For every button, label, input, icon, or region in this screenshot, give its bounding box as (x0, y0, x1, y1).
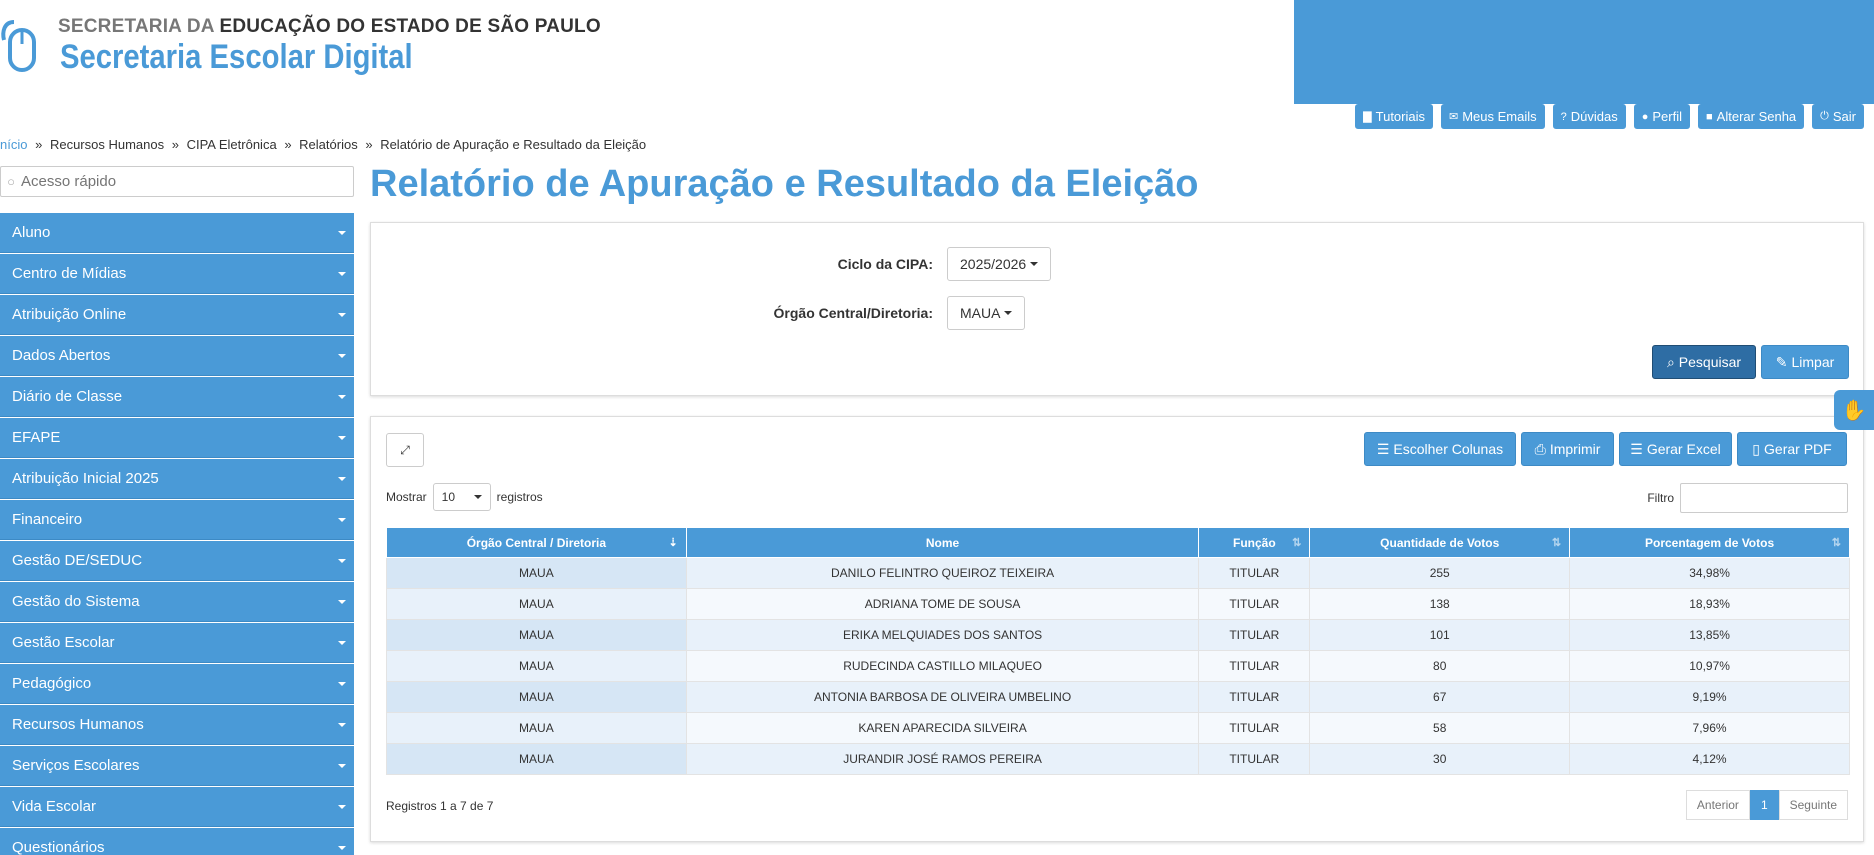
page-title: Relatório de Apuração e Resultado da Eleição (370, 163, 1199, 205)
lock-icon: ■ (1706, 110, 1713, 123)
cell-funcao: TITULAR (1199, 713, 1310, 744)
sidebar-item-pedagogico[interactable]: Pedagógico (0, 664, 354, 704)
cell-funcao: TITULAR (1199, 558, 1310, 589)
chevron-down-icon (338, 641, 346, 645)
file-icon: ▯ (1752, 440, 1761, 457)
chevron-down-icon (338, 272, 346, 276)
caret-down-icon (1030, 262, 1038, 266)
chevron-down-icon (338, 846, 346, 850)
tutoriais-button[interactable]: ▇ Tutoriais (1355, 104, 1433, 129)
cell-porcentagem: 13,85% (1570, 620, 1850, 651)
chevron-down-icon (338, 682, 346, 686)
envelope-icon: ✉ (1449, 111, 1459, 123)
cell-funcao: TITULAR (1199, 620, 1310, 651)
escolher-colunas-button[interactable]: ☰ Escolher Colunas (1364, 432, 1516, 466)
table-row (387, 744, 1850, 775)
cell-funcao: TITULAR (1199, 744, 1310, 775)
table-row (387, 682, 1850, 713)
cell-orgao: MAUA (387, 558, 687, 589)
breadcrumb-separator: » (365, 137, 373, 152)
breadcrumb-inicio[interactable]: nício (0, 137, 28, 152)
chevron-down-icon (338, 477, 346, 481)
breadcrumb-separator: » (35, 137, 43, 152)
results-panel (370, 416, 1864, 842)
chevron-down-icon (338, 436, 346, 440)
cell-porcentagem: 34,98% (1570, 558, 1850, 589)
logo-line1: SECRETARIA DA EDUCAÇÃO DO ESTADO DE SÃO PAULO (58, 16, 601, 37)
table-row (387, 558, 1850, 589)
cell-nome: RUDECINDA CASTILLO MILAQUEO (686, 651, 1199, 682)
gerar-excel-button[interactable]: ☰ Gerar Excel (1619, 432, 1732, 466)
table-filter (1647, 483, 1848, 513)
cell-porcentagem: 18,93% (1570, 589, 1850, 620)
eraser-icon: ✎ (1775, 353, 1788, 370)
sidebar-menu (0, 213, 354, 855)
sidebar-item-centro-de-midias[interactable]: Centro de Mídias (0, 254, 354, 294)
book-icon: ▇ (1363, 111, 1372, 123)
cell-orgao: MAUA (387, 713, 687, 744)
column-header-porcentagem[interactable]: Porcentagem de Votos ⇅ (1570, 528, 1850, 558)
filter-label: Filtro (1647, 491, 1674, 505)
header-banner (1294, 0, 1874, 104)
cell-nome: DANILO FELINTRO QUEIROZ TEIXEIRA (686, 558, 1199, 589)
column-header-nome[interactable]: Nome (686, 528, 1199, 558)
orgao-dropdown[interactable]: MAUA (947, 296, 1025, 330)
search-icon: ⌕ (1666, 353, 1675, 370)
alterar-senha-button[interactable]: ■ Alterar Senha (1698, 104, 1804, 129)
table-row (387, 620, 1850, 651)
meus-emails-button[interactable]: ✉ Meus Emails (1441, 104, 1545, 129)
pesquisar-button[interactable]: ⌕ Pesquisar (1652, 345, 1756, 379)
breadcrumb-cipa[interactable]: CIPA Eletrônica (186, 137, 277, 152)
cell-nome: KAREN APARECIDA SILVEIRA (686, 713, 1199, 744)
sidebar-item-servicos-escolares[interactable]: Serviços Escolares (0, 746, 354, 786)
cell-porcentagem: 7,96% (1570, 713, 1850, 744)
chevron-down-icon (338, 805, 346, 809)
ciclo-label: Ciclo da CIPA: (837, 256, 933, 272)
sidebar-item-recursos-humanos[interactable]: Recursos Humanos (0, 705, 354, 745)
search-icon: ○ (7, 174, 15, 189)
table-header-row (387, 528, 1850, 558)
column-header-quantidade[interactable]: Quantidade de Votos ⇅ (1310, 528, 1570, 558)
cell-votos: 101 (1310, 620, 1570, 651)
quick-access-input[interactable] (21, 173, 341, 190)
expand-icon[interactable]: ⤢ (386, 433, 424, 467)
sidebar-item-financeiro[interactable]: Financeiro (0, 500, 354, 540)
question-icon: ? (1560, 110, 1567, 123)
pagination-next[interactable]: Seguinte (1779, 790, 1848, 820)
breadcrumb (0, 137, 646, 152)
quick-access-search (0, 166, 354, 197)
chevron-down-icon (338, 231, 346, 235)
table-icon: ☰ (1630, 440, 1643, 457)
page-length-select[interactable]: 10 (433, 483, 491, 511)
breadcrumb-recursos-humanos[interactable]: Recursos Humanos (49, 137, 165, 152)
chevron-down-icon (338, 354, 346, 358)
cell-orgao: MAUA (387, 589, 687, 620)
power-icon: ⏻ (1820, 110, 1829, 122)
logo-line2: Secretaria Escolar Digital (60, 38, 413, 76)
cell-orgao: MAUA (387, 744, 687, 775)
sort-icon: ⇅ (1831, 537, 1841, 549)
sair-button[interactable]: ⏻ Sair (1812, 104, 1864, 129)
column-header-orgao[interactable]: Órgão Central / Diretoria ⇣ (387, 528, 687, 558)
sidebar-item-questionarios[interactable]: Questionários (0, 828, 354, 855)
cell-funcao: TITULAR (1199, 589, 1310, 620)
imprimir-button[interactable]: ⎙ Imprimir (1521, 432, 1614, 466)
sort-asc-icon: ⇣ (668, 537, 678, 549)
breadcrumb-separator: » (171, 137, 179, 152)
orgao-label: Órgão Central/Diretoria: (773, 305, 933, 321)
sidebar-item-dados-abertos[interactable]: Dados Abertos (0, 336, 354, 376)
chevron-down-icon (338, 723, 346, 727)
cell-nome: JURANDIR JOSÉ RAMOS PEREIRA (686, 744, 1199, 775)
breadcrumb-current: Relatório de Apuração e Resultado da Eleição (380, 137, 647, 152)
filter-panel (370, 222, 1864, 396)
sidebar-item-aluno[interactable]: Aluno (0, 213, 354, 253)
cell-votos: 67 (1310, 682, 1570, 713)
perfil-button[interactable]: ● Perfil (1634, 104, 1690, 129)
results-table (386, 527, 1850, 775)
cell-votos: 255 (1310, 558, 1570, 589)
cell-orgao: MAUA (387, 620, 687, 651)
sidebar-item-diario-de-classe[interactable]: Diário de Classe (0, 377, 354, 417)
cell-votos: 138 (1310, 589, 1570, 620)
top-navigation (1355, 104, 1864, 129)
page-length (386, 483, 543, 511)
records-label: registros (496, 490, 543, 504)
show-label: Mostrar (386, 490, 427, 504)
chevron-down-icon (338, 518, 346, 522)
list-icon: ☰ (1376, 440, 1390, 457)
breadcrumb-separator: » (284, 137, 292, 152)
sidebar-item-vida-escolar[interactable]: Vida Escolar (0, 787, 354, 827)
sidebar-item-atribuicao-inicial[interactable]: Atribuição Inicial 2025 (0, 459, 354, 499)
print-icon: ⎙ (1534, 440, 1546, 457)
cell-orgao: MAUA (387, 651, 687, 682)
table-row (387, 651, 1850, 682)
sidebar-item-efape[interactable]: EFAPE (0, 418, 354, 458)
chevron-down-icon (338, 764, 346, 768)
sidebar-item-gestao-de-seduc[interactable]: Gestão DE/SEDUC (0, 541, 354, 581)
user-icon: ● (1641, 110, 1649, 123)
table-row (387, 713, 1850, 744)
cell-votos: 80 (1310, 651, 1570, 682)
sidebar-item-gestao-escolar[interactable]: Gestão Escolar (0, 623, 354, 663)
ciclo-dropdown[interactable]: 2025/2026 (947, 247, 1051, 281)
limpar-button[interactable]: ✎ Limpar (1761, 345, 1849, 379)
duvidas-button[interactable]: ? Dúvidas (1553, 104, 1626, 129)
cell-porcentagem: 9,19% (1570, 682, 1850, 713)
sort-icon: ⇅ (1551, 537, 1562, 549)
sidebar-item-atribuicao-online[interactable]: Atribuição Online (0, 295, 354, 335)
filter-input[interactable] (1680, 483, 1848, 513)
ciclo-row (733, 247, 1051, 281)
cell-funcao: TITULAR (1199, 682, 1310, 713)
cell-votos: 30 (1310, 744, 1570, 775)
table-row (387, 589, 1850, 620)
pagination-page-1[interactable]: 1 (1750, 790, 1779, 820)
cell-funcao: TITULAR (1199, 651, 1310, 682)
chevron-down-icon (338, 313, 346, 317)
cell-nome: ERIKA MELQUIADES DOS SANTOS (686, 620, 1199, 651)
cell-nome: ANTONIA BARBOSA DE OLIVEIRA UMBELINO (686, 682, 1199, 713)
column-header-funcao[interactable]: Função ⇅ (1199, 528, 1310, 558)
gerar-pdf-button[interactable]: ▯ Gerar PDF (1737, 432, 1847, 466)
breadcrumb-relatorios[interactable]: Relatórios (299, 137, 358, 152)
caret-down-icon (474, 495, 482, 499)
accessibility-sign-language-icon[interactable]: ✋ (1834, 390, 1874, 430)
mouse-logo-icon (0, 16, 54, 78)
caret-down-icon (1004, 311, 1012, 315)
chevron-down-icon (338, 559, 346, 563)
cell-nome: ADRIANA TOME DE SOUSA (686, 589, 1199, 620)
cell-porcentagem: 4,12% (1570, 744, 1850, 775)
pagination (1686, 790, 1848, 820)
pagination-previous[interactable]: Anterior (1686, 790, 1750, 820)
cell-orgao: MAUA (387, 682, 687, 713)
orgao-row (733, 296, 1025, 330)
cell-porcentagem: 10,97% (1570, 651, 1850, 682)
chevron-down-icon (338, 395, 346, 399)
sidebar-item-gestao-do-sistema[interactable]: Gestão do Sistema (0, 582, 354, 622)
sort-icon: ⇅ (1292, 537, 1302, 549)
table-info: Registros 1 a 7 de 7 (386, 799, 494, 813)
cell-votos: 58 (1310, 713, 1570, 744)
chevron-down-icon (338, 600, 346, 604)
logo[interactable] (0, 12, 601, 82)
